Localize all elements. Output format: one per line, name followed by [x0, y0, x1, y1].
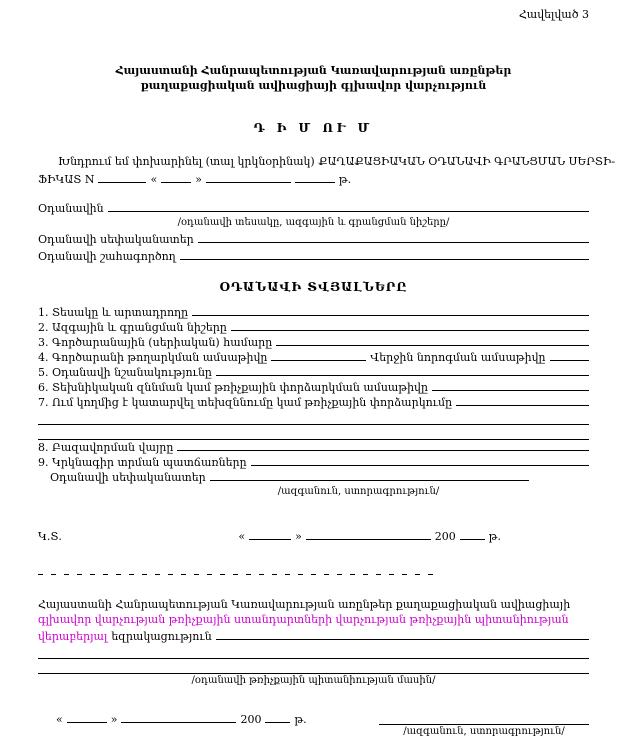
- item4b-label: Վերջին նորոգման ամսաթիվը: [370, 351, 546, 364]
- item8-label: 8. Բազավորման վայրը: [38, 441, 174, 454]
- conclusion-line1: Հայաստանի Հանրապետության Կառավարության առընթեր քաղաքացիական ավիացիայի: [38, 598, 571, 611]
- item1-blank: [192, 305, 589, 316]
- item7-blank: [456, 395, 589, 406]
- quote-close: »: [195, 173, 202, 186]
- org-name-line2: քաղաքացիական ավիացիայի գլխավոր վարչություն: [140, 79, 487, 92]
- year-200-label: 200: [434, 530, 456, 543]
- item3-label: 3. Գործարանային (սերիական) համարը: [38, 336, 273, 349]
- item7-label: 7. Ում կողմից է կատարվել տեխզննումը կամ թռիչքային փորձարկումը: [38, 396, 453, 409]
- dashed-divider: [38, 574, 433, 575]
- seal-label: Կ.Տ.: [38, 530, 62, 543]
- year-suffix-label: թ.: [488, 530, 501, 543]
- item5-label: 5. Օդանավի նշանակությունը: [38, 366, 212, 379]
- year-blank: [460, 529, 485, 540]
- owner-field-row: [38, 232, 589, 247]
- owner-label: Օդանավի սեփականատեր: [38, 233, 194, 246]
- item6-label: 6. Տեխնիկական զննման կամ թռիչքային փորձարկման ամսաթիվը: [38, 381, 428, 394]
- aircraft-blank: [108, 201, 589, 212]
- footer-date: [38, 712, 307, 727]
- seal-date: [238, 529, 501, 544]
- owner-signature-blank: [210, 470, 529, 481]
- item3-blank: [276, 335, 589, 346]
- year-blank: [265, 712, 290, 723]
- day-blank: [249, 529, 291, 540]
- item4-row: [38, 350, 589, 365]
- conclusion-section: [38, 597, 589, 688]
- request-text-line1: Խնդրում եմ փոխարինել (տալ կրկնօրինակ) ՔԱՂԱՔԱՑԻԱԿԱՆ ՕԴԱՆԱՎԻ ԳՐԱՆՑՄԱՆ ՍԵՐՏԻ-: [58, 155, 616, 168]
- section-heading: ՕԴԱՆԱՎԻ ՏՎՅԱԼՆԵՐԸ: [219, 280, 408, 294]
- form-title: Դ Ի Մ ՈՒ Մ: [253, 121, 374, 135]
- conclusion-blank-line-1: [38, 644, 589, 659]
- owner-blank: [198, 232, 589, 243]
- item2-blank: [231, 320, 589, 331]
- item2-label: 2. Ազգային և գրանցման նիշերը: [38, 321, 227, 334]
- conclusion-accent-word: վերաբերյալ: [38, 630, 108, 643]
- owner-signature-label: Օդանավի սեփականատեր: [50, 471, 206, 484]
- org-name-line1: Հայաստանի Հանրապետության Կառավարության առընթեր: [115, 64, 512, 77]
- item7-row: [38, 395, 589, 410]
- certificate-number-row: [38, 172, 589, 187]
- item1-label: 1. Տեսակը և արտադրողը: [38, 306, 189, 319]
- operator-blank: [180, 249, 589, 260]
- item4b-blank: [550, 350, 589, 361]
- item6-row: [38, 380, 589, 395]
- day-blank: [67, 712, 107, 723]
- item4a-blank: [271, 350, 366, 361]
- quote-open: «: [150, 173, 158, 186]
- item8-blank: [177, 440, 589, 451]
- conclusion-blank: [216, 629, 589, 640]
- item8-row: [38, 440, 589, 455]
- day-blank: [161, 172, 191, 183]
- operator-field-row: [38, 249, 589, 264]
- month-blank: [306, 529, 431, 540]
- conclusion-blank-line-2: [38, 659, 589, 674]
- certificate-number-blank: [98, 172, 146, 183]
- conclusion-line3-row: [38, 629, 589, 644]
- quote-close: »: [295, 530, 302, 543]
- aircraft-type-note: /օդանավի տեսակը, ազգային և գրանցման նիշերը/: [177, 217, 450, 228]
- item5-row: [38, 365, 589, 380]
- item9-label: 9. Կրկնագիր տրման պատճառները: [38, 456, 247, 469]
- aircraft-data-list: [38, 305, 589, 499]
- quote-close: »: [110, 713, 118, 726]
- conclusion-line2: գլխավոր վարչության թռիչքային ստանդարտների վարչության թռիչքային պիտանիության: [38, 613, 569, 626]
- item2-row: [38, 320, 589, 335]
- item9-blank: [251, 455, 589, 466]
- item3-row: [38, 335, 589, 350]
- footer-row: [38, 712, 589, 739]
- item4a-label: 4. Գործարանի թողարկման ամսաթիվը: [38, 351, 268, 364]
- aircraft-field-row: [38, 201, 589, 216]
- item5-blank: [216, 365, 589, 376]
- certificate-prefix-label: ՖԻԿԱՏ N: [38, 173, 95, 186]
- aircraft-label: Օդանավին: [38, 202, 104, 215]
- signature-note: /ազգանուն, ստորագրություն/: [403, 726, 565, 737]
- item9-row: [38, 455, 589, 470]
- quote-open: «: [56, 713, 63, 726]
- quote-open: «: [238, 530, 246, 543]
- signature-line: [379, 712, 589, 725]
- year-suffix-label: թ.: [294, 713, 307, 726]
- item1-row: [38, 305, 589, 320]
- year-200-label: 200: [240, 713, 262, 726]
- year-suffix-label: թ.: [338, 173, 352, 186]
- month-blank: [206, 172, 291, 183]
- year-blank: [295, 172, 335, 183]
- month-blank: [121, 712, 236, 723]
- owner-signature-note: /ազգանուն, ստորագրություն/: [277, 486, 440, 497]
- owner-signature-row: [38, 470, 589, 485]
- airworthiness-note: /օդանավի թռիչքային պիտանիության մասին/: [191, 675, 436, 686]
- item7-blank-line-1: [38, 410, 589, 425]
- item6-blank: [432, 380, 589, 391]
- appendix-label: Հավելված 3: [518, 8, 589, 21]
- item7-blank-line-2: [38, 425, 589, 440]
- conclusion-label: եզրակացություն: [111, 630, 212, 643]
- signature-block: [379, 712, 589, 739]
- operator-label: Օդանավի շահագործող: [38, 250, 176, 263]
- seal-row: [38, 529, 589, 544]
